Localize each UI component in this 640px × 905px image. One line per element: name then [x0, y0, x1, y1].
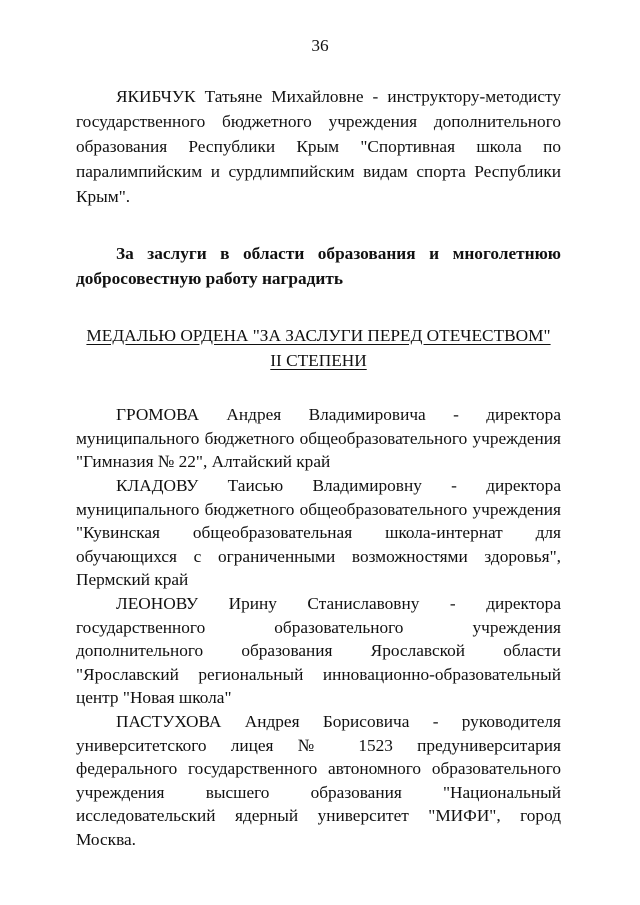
- medal-title: [76, 323, 561, 373]
- awardee-kladova: КЛАДОВУ Таисью Владимировну - директора муниципального бюджетного общеобразовательного учреждения "Кувинская общеобразовательная школа-интернат для обучающихся с ограниченными возможностями здоровья", Пермский край: [76, 476, 561, 590]
- award-entry-yakibchuk: ЯКИБЧУК Татьяне Михайловне - инструктору-методисту государственного бюджетного учреждения дополнительного образования Республики Крым "Спортивная школа по паралимпийским и сурдлимпийским видам спорта Республики Крым".: [76, 87, 561, 206]
- medal-title-line-2: II СТЕПЕНИ: [270, 351, 367, 370]
- page-number: 36: [311, 36, 329, 55]
- awardee-list: [76, 403, 561, 851]
- medal-title-line-1: МЕДАЛЬЮ ОРДЕНА "ЗА ЗАСЛУГИ ПЕРЕД ОТЕЧЕСТВОМ": [86, 326, 551, 345]
- awardee-pastukhov: ПАСТУХОВА Андрея Борисовича - руководителя университетского лицея № 1523 предуниверситария федерального государственного автономного образовательного учреждения высшего образования "Национальный исследовательский ядерный университет "МИФИ", город Москва.: [76, 712, 561, 849]
- document-body: [76, 84, 561, 852]
- award-intro: За заслуги в области образования и многолетнюю добросовестную работу наградить: [76, 244, 561, 288]
- awardee-gromov: ГРОМОВА Андрея Владимировича - директора муниципального бюджетного общеобразовательного учреждения "Гимназия № 22", Алтайский край: [76, 405, 561, 471]
- awardee-leonova: ЛЕОНОВУ Ирину Станиславовну - директора государственного образовательного учреждения дополнительного образования Ярославской области "Ярославский региональный инновационно-образовательный центр "Новая школа": [76, 594, 561, 708]
